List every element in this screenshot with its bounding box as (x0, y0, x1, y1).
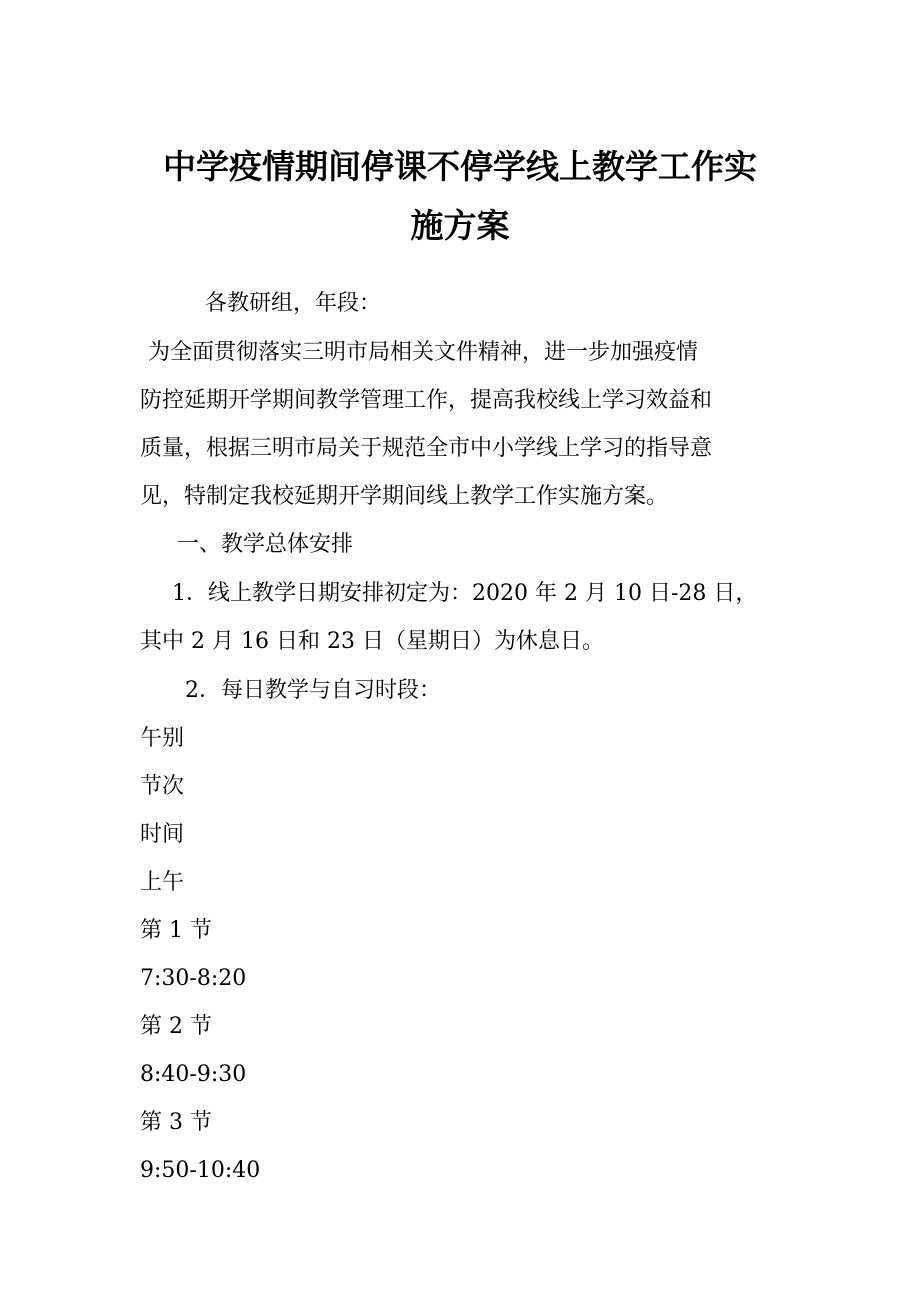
paragraph-1-line-2: 防控延期开学期间教学管理工作，提高我校线上学习效益和 (140, 388, 713, 413)
schedule-line: 节次 (140, 774, 185, 799)
schedule-line: 时间 (140, 822, 185, 847)
document-title-line-2: 施方案 (410, 206, 510, 245)
schedule-line: 上午 (140, 870, 185, 895)
item-1-line-1: 1．线上教学日期安排初定为：2020 年 2 月 10 日-28 日， (172, 581, 758, 606)
paragraph-1-line-1: 为全面贯彻落实三明市局相关文件精神，进一步加强疫情 (148, 340, 699, 365)
schedule-line: 第 3 节 (140, 1110, 212, 1135)
document-title-line-1: 中学疫情期间停课不停学线上教学工作实 (163, 147, 757, 186)
salutation: 各教研组，年段： (205, 291, 382, 316)
schedule-line: 8:40-9:30 (140, 1062, 247, 1087)
schedule-line: 9:50-10:40 (140, 1158, 261, 1183)
section-1-heading: 一、教学总体安排 (177, 532, 354, 557)
item-1-line-2: 其中 2 月 16 日和 23 日（星期日）为休息日。 (140, 629, 604, 654)
schedule-line: 第 1 节 (140, 918, 212, 943)
item-2: 2．每日教学与自习时段： (185, 678, 441, 703)
schedule-line: 第 2 节 (140, 1014, 212, 1039)
paragraph-1-line-3: 质量，根据三明市局关于规范全市中小学线上学习的指导意 (140, 436, 713, 461)
schedule-line: 7:30-8:20 (140, 966, 247, 991)
schedule-line: 午别 (140, 726, 185, 751)
paragraph-1-line-4: 见，特制定我校延期开学期间线上教学工作实施方案。 (140, 484, 669, 509)
